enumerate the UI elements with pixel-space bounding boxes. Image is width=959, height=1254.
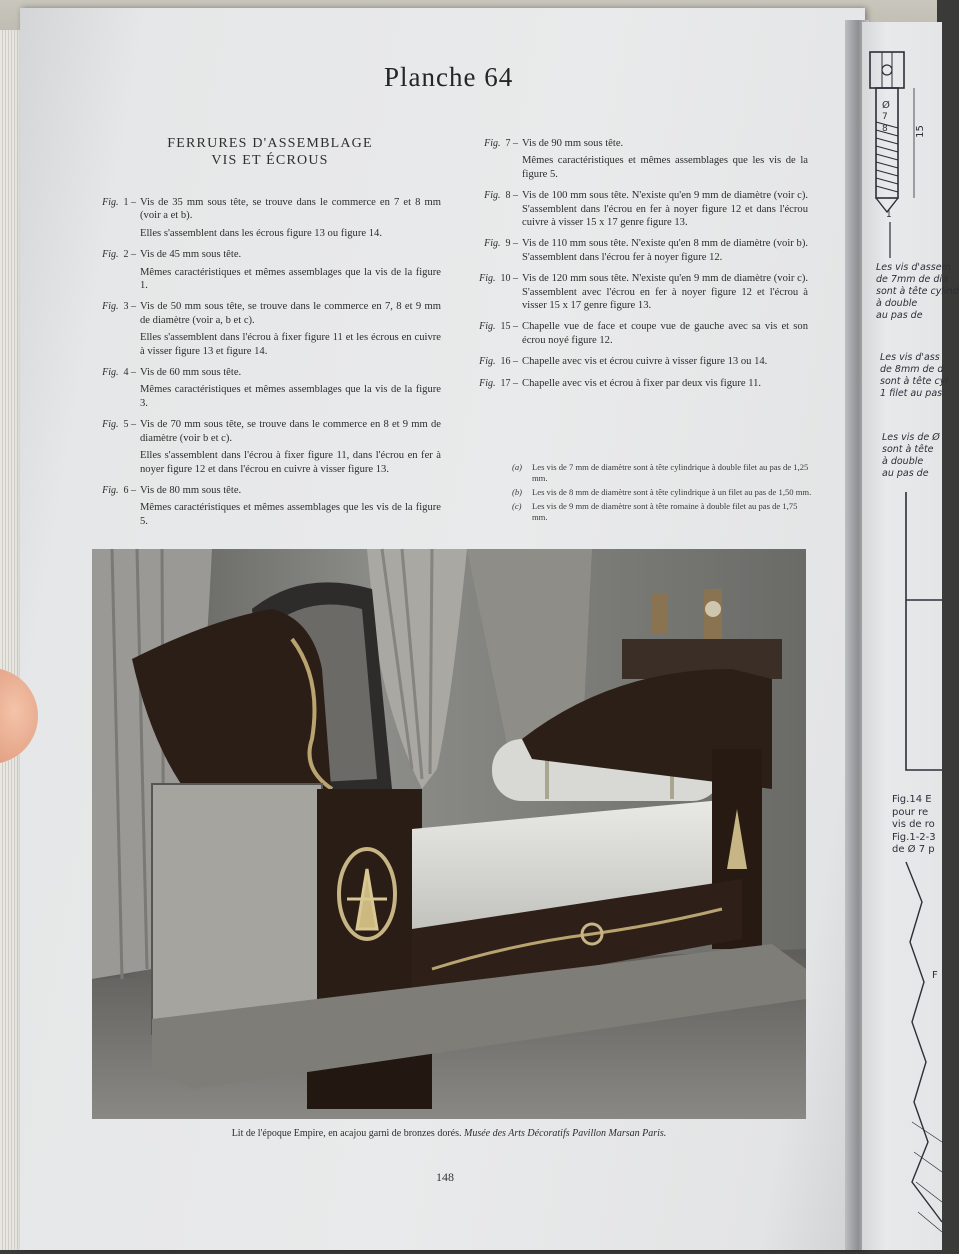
description-paragraph: Vis de 80 mm sous tête.	[140, 484, 242, 496]
facing-fig14-note: Fig.14 E pour re vis de ro Fig.1-2-3 de Ø 7 p	[892, 794, 936, 855]
figure-description	[140, 196, 441, 244]
figure-label: Fig. 4 –	[102, 367, 136, 379]
facing-f-label: F	[932, 970, 938, 981]
figure-abbrev: Fig.	[102, 484, 119, 496]
facing-note-3: Les vis de Ø sont à tête à double au pas de	[882, 432, 940, 479]
tick-label-1: 1	[886, 210, 892, 220]
figure-entry	[478, 237, 808, 268]
figure-number: 10	[500, 273, 511, 285]
figure-description	[140, 366, 441, 414]
heading-line-2: VIS ET ÉCROUS	[211, 153, 329, 168]
figure-description	[522, 137, 808, 185]
description-paragraph: Vis de 110 mm sous tête. N'existe qu'en 8 mm de diamètre (voir b). S'assemblent dans l'écrou fer à noyer figure 12.	[522, 238, 808, 263]
footnote	[512, 501, 812, 523]
figure-entry	[96, 300, 441, 362]
description-paragraph: Vis de 35 mm sous tête, se trouve dans le commerce en 7 et 8 mm (voir a et b).	[140, 197, 441, 222]
caption-main: Lit de l'époque Empire, en acajou garni de bronzes dorés.	[231, 1128, 462, 1139]
heading-line-1: FERRURES D'ASSEMBLAGE	[167, 136, 373, 151]
description-paragraph: Vis de 70 mm sous tête, se trouve dans le commerce en 8 et 9 mm de diamètre (voir b et c).	[140, 419, 441, 444]
facing-page	[862, 22, 959, 1250]
description-paragraph: Chapelle vue de face et coupe vue de gauche avec sa vis et son écrou noyé figure 12.	[522, 321, 808, 346]
figure-abbrev: Fig.	[102, 249, 119, 261]
figure-abbrev: Fig.	[479, 273, 496, 285]
figure-label: Fig. 5 –	[102, 419, 136, 431]
figure-abbrev: Fig.	[479, 321, 496, 333]
footnote-text: Les vis de 9 mm de diamètre sont à tête romaine à double filet au pas de 1,75 mm.	[532, 501, 798, 522]
footnote-text: Les vis de 8 mm de diamètre sont à tête cylindrique à un filet au pas de 1,50 mm.	[532, 487, 812, 497]
figure-abbrev: Fig.	[484, 190, 501, 202]
figure-label: Fig. 6 –	[102, 484, 136, 496]
bed-illustration	[92, 549, 806, 1119]
description-paragraph: Vis de 60 mm sous tête.	[140, 367, 242, 379]
footnotes	[512, 462, 812, 526]
figure-entry	[478, 355, 808, 372]
description-paragraph: Mêmes caractéristiques et mêmes assemblages que la vis de la figure 1.	[140, 266, 441, 292]
figure-abbrev: Fig.	[484, 238, 501, 250]
figure-entry	[478, 137, 808, 185]
figure-description	[140, 248, 441, 296]
figure-label: Fig. 8 –	[484, 190, 518, 202]
figure-description	[140, 418, 441, 480]
figure-description	[522, 237, 808, 268]
figure-label: Fig. 2 –	[102, 249, 136, 261]
figure-number: 8	[505, 190, 511, 202]
figure-number: 4	[123, 367, 129, 379]
figure-entry	[478, 320, 808, 351]
figure-label: Fig. 7 –	[484, 138, 518, 149]
figure-abbrev: Fig.	[479, 377, 496, 389]
description-paragraph: Vis de 100 mm sous tête. N'existe qu'en 9 mm de diamètre (voir c). S'assemblent dans l'écrou en fer à noyer figure 12 et dans l'écrou cuivre à visser 15 x 17 genre figure 13.	[522, 190, 808, 229]
description-paragraph: Mêmes caractéristiques et mêmes assemblages que la vis de la figure 3.	[140, 384, 441, 409]
photo-caption	[92, 1128, 806, 1139]
figure-number: 6	[123, 484, 129, 496]
description-paragraph: Elles s'assemblent dans l'écrou à fixer figure 11 et les écrous en cuivre à visser figure 13 et figure 14.	[140, 332, 441, 357]
facing-note-2: Les vis d'ass de 8mm de d sont à tête cyl 1 filet au pas	[880, 352, 949, 399]
description-paragraph: Vis de 120 mm sous tête. N'existe qu'en 9 mm de diamètre (voir c). S'assemblent avec l'écrou en fer à noyer figure 12 et l'écrou à visser 15 x 17 genre figure 13.	[522, 273, 808, 312]
dimension-label-15: 15	[914, 125, 926, 138]
figure-abbrev: Fig.	[102, 367, 119, 379]
figure-abbrev: Fig.	[484, 138, 501, 149]
figure-label: Fig. 16 –	[479, 356, 518, 368]
figure-abbrev: Fig.	[102, 419, 119, 431]
figure-description	[140, 484, 441, 532]
footnote-text: Les vis de 7 mm de diamètre sont à tête cylindrique à double filet au pas de 1,25 mm.	[532, 462, 809, 483]
photograph-empire-bed	[92, 549, 806, 1119]
footnote-key: (b)	[512, 487, 523, 497]
figure-label: Fig. 9 –	[484, 238, 518, 250]
left-column	[96, 196, 441, 536]
page-title: Planche 64	[384, 62, 514, 92]
description-paragraph: Vis de 50 mm sous tête, se trouve dans le commerce en 7, 8 et 9 mm de diamètre (voir a, b et c).	[140, 301, 441, 326]
figure-number: 1	[123, 197, 129, 208]
diameter-label-8: 8	[882, 124, 888, 134]
screw-drawing	[862, 22, 942, 1250]
figure-number: 9	[505, 238, 511, 250]
figure-description	[522, 272, 808, 316]
figure-description	[522, 189, 808, 233]
diameter-label-7: 7	[882, 112, 888, 122]
figure-number: 17	[500, 377, 511, 389]
figure-description	[522, 320, 808, 351]
figure-label: Fig. 1 –	[102, 197, 136, 208]
section-heading	[160, 135, 380, 169]
facing-note-1: Les vis d'assem de 7mm de dia sont à tête cylind à double au pas de	[876, 262, 959, 321]
footnote-key: (c)	[512, 501, 522, 511]
figure-number: 7	[505, 138, 511, 149]
figure-label: Fig. 3 –	[102, 301, 136, 313]
figure-abbrev: Fig.	[102, 197, 119, 208]
description-paragraph: Vis de 90 mm sous tête.	[522, 138, 624, 149]
description-paragraph: Chapelle avec vis et écrou à fixer par deux vis figure 11.	[522, 377, 762, 389]
description-paragraph: Elles s'assemblent dans les écrous figure 13 ou figure 14.	[140, 227, 382, 239]
figure-entry	[96, 484, 441, 532]
figure-entry	[478, 189, 808, 233]
footnote	[512, 462, 812, 484]
footnote-key: (a)	[512, 462, 523, 472]
figure-label: Fig. 10 –	[479, 273, 518, 285]
description-paragraph: Mêmes caractéristiques et mêmes assemblages que les vis de la figure 5.	[522, 155, 808, 180]
figure-abbrev: Fig.	[479, 356, 496, 368]
footnote	[512, 487, 812, 498]
figure-number: 3	[123, 301, 129, 313]
description-paragraph: Mêmes caractéristiques et mêmes assemblages que les vis de la figure 5.	[140, 502, 441, 527]
figure-number: 2	[123, 249, 129, 261]
description-paragraph: Vis de 45 mm sous tête.	[140, 249, 242, 261]
diameter-label: Ø	[882, 100, 890, 111]
figure-description	[522, 377, 808, 394]
figure-number: 15	[500, 321, 511, 333]
figure-label: Fig. 15 –	[479, 321, 518, 333]
right-column	[478, 137, 808, 398]
description-paragraph: Elles s'assemblent dans l'écrou à fixer figure 11, dans l'écrou en fer à noyer figure 12 et dans l'écrou en cuivre à visser figure 13.	[140, 450, 441, 475]
figure-abbrev: Fig.	[102, 301, 119, 313]
figure-entry	[478, 377, 808, 394]
figure-number: 16	[500, 356, 511, 368]
page-number: 148	[436, 1170, 454, 1184]
figure-entry	[96, 418, 441, 480]
caption-museum: Musée des Arts Décoratifs Pavillon Marsan Paris.	[463, 1128, 667, 1139]
figure-entry	[96, 196, 441, 244]
figure-entry	[96, 366, 441, 414]
figure-number: 5	[123, 419, 129, 431]
figure-entry	[96, 248, 441, 296]
figure-description	[522, 355, 808, 372]
description-paragraph: Chapelle avec vis et écrou cuivre à visser figure 13 ou 14.	[522, 356, 768, 368]
figure-description	[140, 300, 441, 362]
figure-entry	[478, 272, 808, 316]
figure-label: Fig. 17 –	[479, 377, 518, 389]
